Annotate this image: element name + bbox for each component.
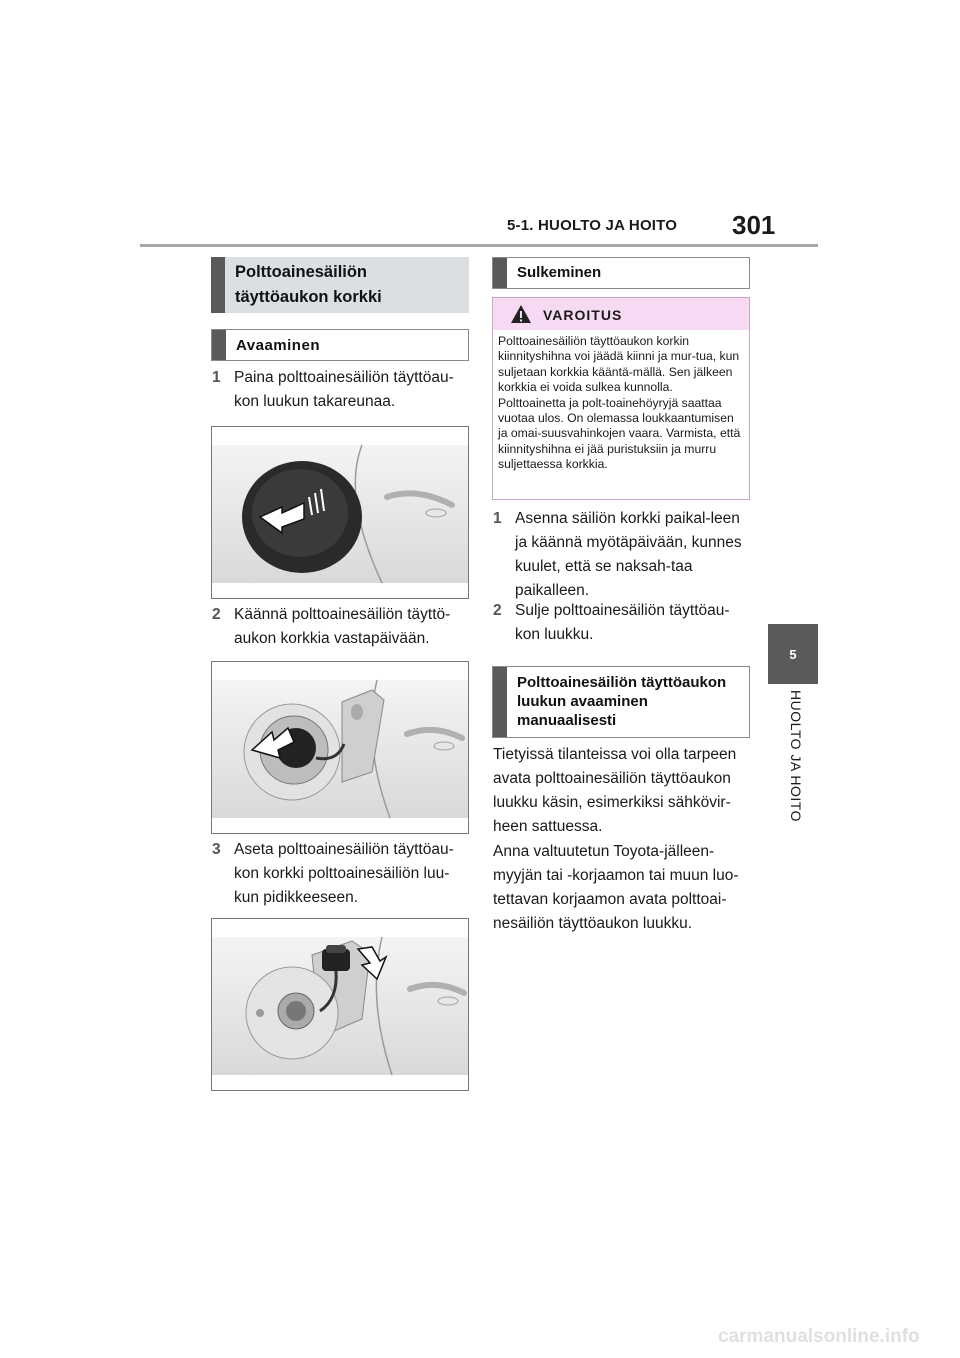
subheading-opening-text: Avaaminen [236, 337, 320, 354]
header-rule [140, 244, 818, 247]
step-text: Aseta polttoainesäiliön täyttöau-kon korkki polttoainesäiliön luu-kun pidikkeeseen. [234, 841, 454, 906]
illustration-turn-cap [212, 662, 468, 833]
subheading-bar [212, 330, 226, 360]
heading-bar [211, 257, 225, 313]
warning-body [493, 330, 749, 499]
step-number: 2 [493, 602, 502, 619]
step-close-1 [493, 507, 755, 607]
subheading-manual-open-text: Polttoainesäiliön täyttöaukon luukun avaaminen manuaalisesti [517, 674, 727, 729]
warning-title: VAROITUS [543, 307, 623, 323]
warning-triangle-icon [510, 304, 532, 324]
step-open-1 [212, 366, 474, 416]
subheading-bar [493, 258, 507, 288]
chapter-tab [768, 624, 818, 684]
warning-box [492, 297, 750, 500]
step-number: 2 [212, 606, 221, 623]
warning-header [493, 298, 749, 330]
subheading-manual-open [492, 666, 750, 738]
subheading-closing [492, 257, 750, 289]
step-close-2 [493, 599, 755, 649]
chapter-side-label: HUOLTO JA HOITO [788, 690, 804, 822]
warning-text: Polttoainesäiliön täyttöaukon korkin kiinnityshihna voi jäädä kiinni ja mur-tua, kun suljetaan korkkia kääntä-mällä. Sen jälkeen korkkia ei voida sulkea kunnolla. Polttoainetta ja polt-toainehöyryjä saattaa vuotaa ulos. On olemassa loukkaantumisen ja omai-suusvahinkojen vaara. Varmista, että kiinnityshihna ei jää puristuksiin ja murru suljettaessa korkkia. [498, 334, 741, 472]
section-heading-text: Polttoainesäiliön täyttöaukon korkki [235, 263, 382, 306]
section-heading-fuel-cap [211, 257, 469, 313]
chapter-side-label-wrap [778, 690, 808, 850]
step-text: Käännä polttoainesäiliön täyttö-aukon korkkia vastapäivään. [234, 606, 451, 647]
step-text: Asenna säiliön korkki paikal-leen ja käännä myötäpäivään, kunnes kuulet, että se naksah-taa paikalleen. [515, 510, 742, 599]
chapter-number: 5 [789, 646, 797, 662]
illustration-fuel-flap-press [212, 427, 468, 598]
step-number: 1 [493, 510, 502, 527]
subheading-closing-text: Sulkeminen [517, 264, 602, 281]
step-number: 3 [212, 841, 221, 858]
figure-press-flap [211, 426, 469, 599]
watermark: carmanualsonline.info [718, 1326, 920, 1347]
step-number: 1 [212, 369, 221, 386]
figure-place-cap-holder [211, 918, 469, 1091]
paragraph-manual-1: Tietyissä tilanteissa voi olla tarpeen avata polttoainesäiliön täyttöaukon luukku käsin, esimerkiksi sähkövir-heen sattuessa. [493, 746, 737, 835]
step-open-3 [212, 838, 474, 913]
step-text: Sulje polttoainesäiliön täyttöau-kon luukku. [515, 602, 730, 643]
illustration-cap-in-holder [212, 919, 468, 1090]
page-number: 301 [732, 210, 776, 240]
subheading-opening [211, 329, 469, 361]
subheading-bar [493, 667, 507, 737]
step-text: Paina polttoainesäiliön täyttöau-kon luukun takareunaa. [234, 369, 454, 410]
header-section-title: 5-1. HUOLTO JA HOITO [507, 217, 678, 234]
step-open-2 [212, 603, 474, 653]
paragraph-manual-2: Anna valtuutetun Toyota-jälleen-myyjän tai -korjaamon tai muun luo-tettavan korjaamon avata polttoai-nesäiliön täyttöaukon luukku. [493, 843, 739, 932]
figure-turn-cap [211, 661, 469, 834]
